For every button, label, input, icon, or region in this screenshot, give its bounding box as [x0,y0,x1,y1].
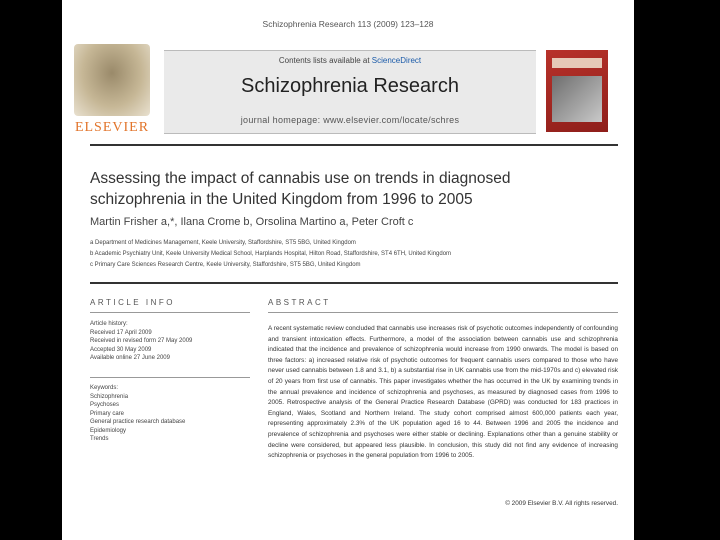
article-title: Assessing the impact of cannabis use on trends in diagnosed schizophrenia in the United Kingdom from 1996 to 2005 [90,170,511,208]
article-history [90,320,250,363]
journal-reference: Schizophrenia Research 113 (2009) 123–128 [262,19,434,29]
keywords-rule [90,377,250,378]
elsevier-tree-icon [74,44,150,116]
abstract-rule [268,312,618,313]
keyword-item: Psychoses [90,402,120,408]
elsevier-logo [70,44,154,136]
masthead-divider [90,144,618,146]
keywords-block [90,384,250,444]
affiliation-a: a Department of Medicines Management, Keele University, Staffordshire, ST5 5BG, United Kingdom [90,240,356,246]
history-label: Article history: [90,321,128,327]
article-info-rule [90,312,250,313]
journal-article-page [62,0,634,540]
history-revised: Received in revised form 27 May 2009 [90,338,193,344]
keyword-item: Schizophrenia [90,393,129,400]
history-received: Received 17 April 2009 [90,329,152,336]
cover-illustration [552,76,602,122]
keyword-item: Primary care [90,410,125,417]
journal-cover-image [546,50,608,132]
journal-title-box [164,50,536,134]
cover-band [552,58,602,68]
contents-availability-line [164,56,536,65]
affiliation-c: c Primary Care Sciences Research Centre, Keele University, Staffordshire, ST5 5BG, United Kingdom [90,262,361,268]
abstract-body: A recent systematic review concluded that cannabis use increases risk of psychotic outcomes independently of confounding and transient intoxication effects. Furthermore, a model of the association between cannabis use and schizophrenia indicated that the incidence and prevalence of schizophrenia would increase from 1990 onwards. The model is based on three factors: a) increased relative risk of psychotic outcomes for frequent cannabis users compared to those who have never used cannabis between 1.8 and 3.1, b) a substantial rise in UK cannabis use from the mid-1970s and c) elevated risk of 20 years from first use of cannabis. This paper investigates whether the has occurred in the UK by examining trends in the annual prevalence and incidence of schizophrenia and psychoses, as measured by diagnosed cases from 1996 to 2005. Retrospective analysis of the General Practice Research Database (GPRD) was conducted for 183 practices in England, Wales, Scotland and Northern Ireland. The study cohort comprised almost 600,000 patients each year, representing approximately 2.3% of the UK population aged 16 to 44. Between 1996 and 2005 the incidence and prevalence of schizophrenia and psychoses were either stable or declining. Explanations other than a genuine stability or decline were considered, but appeared less plausible. In conclusion, this study did not find any evidence of increasing schizophrenia or psychoses in the general population from 1996 to 2005. [268,325,618,460]
journal-masthead [70,36,626,136]
keyword-item: General practice research database [90,419,186,425]
article-info-heading: ARTICLE INFO [90,298,175,307]
journal-homepage[interactable]: journal homepage: www.elsevier.com/locate/schres [240,115,460,125]
abstract-heading: ABSTRACT [268,298,331,307]
copyright-notice: © 2009 Elsevier B.V. All rights reserved. [505,500,618,507]
author-list: Martin Frisher a,*, Ilana Crome b, Orsolina Martino a, Peter Croft c [90,216,414,228]
history-online: Available online 27 June 2009 [90,355,170,361]
affiliation-b: b Academic Psychiatry Unit, Keele University Medical School, Harplands Hospital, Hilton Road, Staffordshire, ST4 6TH, United Kingdom [90,251,452,257]
sciencedirect-link[interactable]: ScienceDirect [371,56,422,65]
history-accepted: Accepted 30 May 2009 [90,346,152,353]
contents-prefix: Contents lists available at [278,56,370,65]
keyword-item: Epidemiology [90,427,127,434]
keywords-label: Keywords: [90,385,119,391]
keyword-item: Trends [90,436,109,442]
journal-name: Schizophrenia Research [241,75,459,97]
header-divider [90,282,618,284]
elsevier-logo-text: ELSEVIER [74,120,150,135]
